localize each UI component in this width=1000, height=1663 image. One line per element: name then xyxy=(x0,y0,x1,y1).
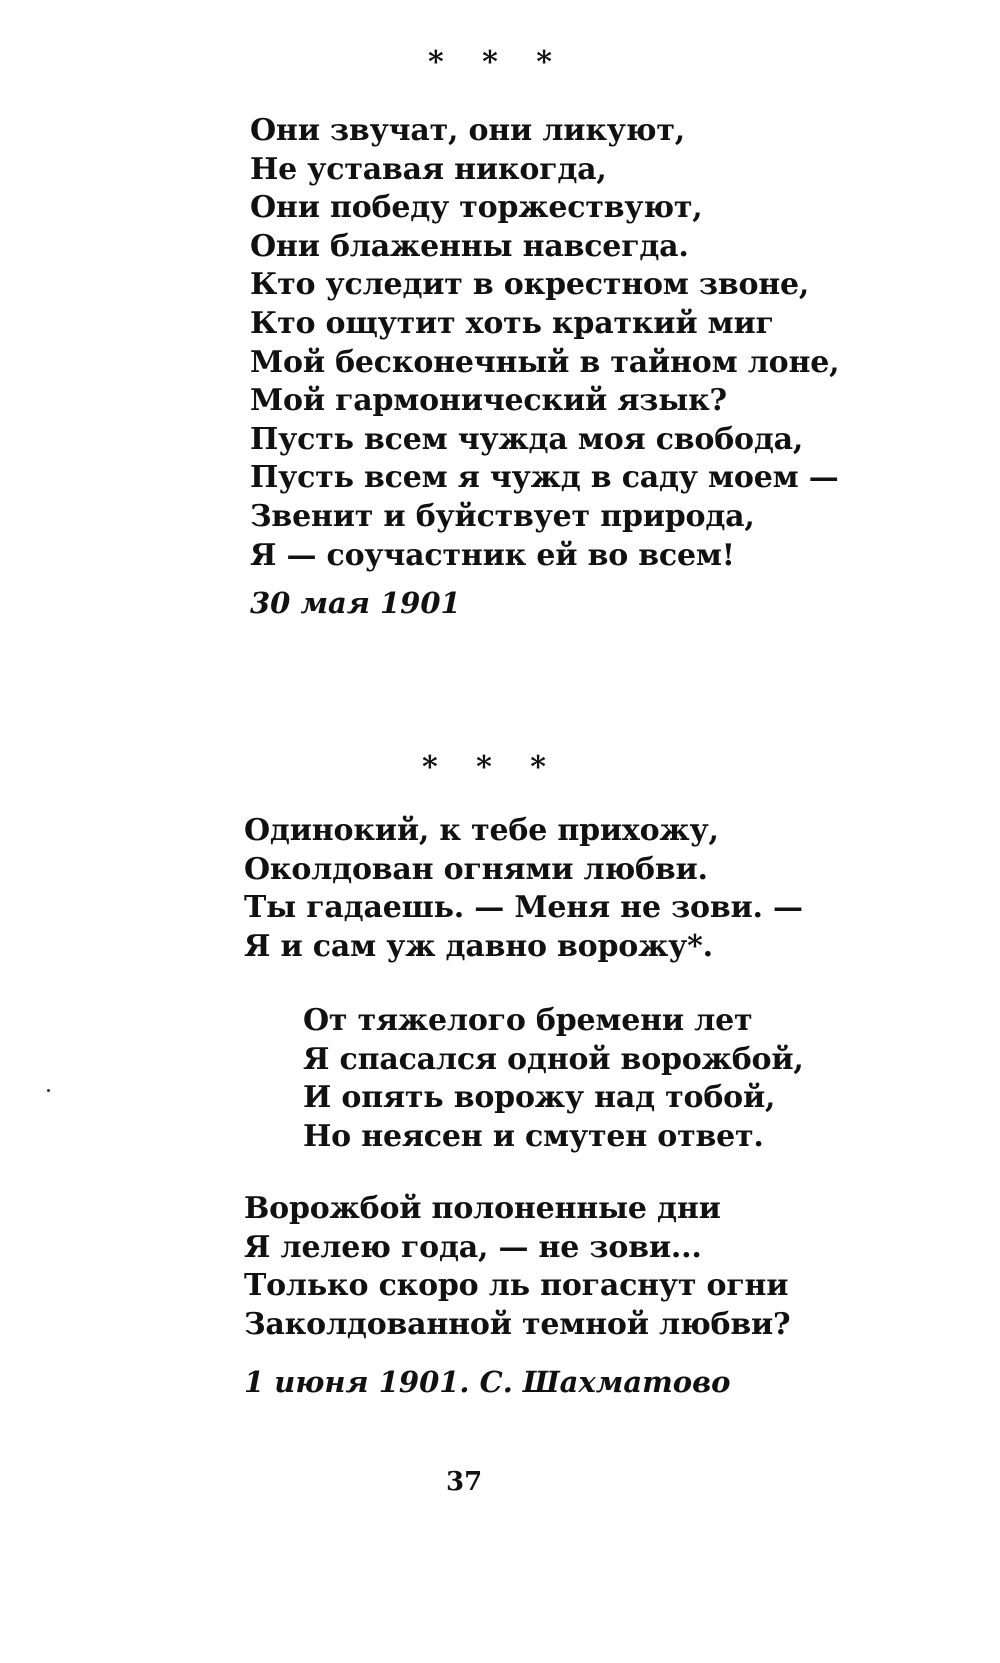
poem-line: Я лелею года, — не зови... xyxy=(244,1229,702,1265)
page-number: 37 xyxy=(446,1467,483,1497)
poem-line: Но неясен и смутен ответ. xyxy=(303,1118,764,1154)
poem-line: Только скоро ль погаснут огни xyxy=(244,1268,789,1304)
poem2-date: 1 июня 1901. С. Шахматово xyxy=(244,1365,731,1399)
poem-line: Кто уследит в окрестном звоне, xyxy=(250,267,810,303)
poem-line: Они звучат, они ликуют, xyxy=(250,113,685,148)
poem-line: Мой бесконечный в тайном лоне, xyxy=(250,344,840,380)
poem-line: Они победу торжествуют, xyxy=(250,190,703,226)
poem2-separator: * * * xyxy=(422,750,560,785)
poem-line: Пусть всем чужда моя свобода, xyxy=(250,421,804,457)
poem-line: И опять ворожу над тобой, xyxy=(303,1080,776,1116)
poem2-stanza-3 xyxy=(244,1190,790,1344)
poem-line: Кто ощутит хоть краткий миг xyxy=(250,305,774,341)
poem-line: Ты гадаешь. — Меня не зови. — xyxy=(244,890,803,926)
scan-speck xyxy=(47,1089,50,1092)
poem-line: Звенит и буйствует природа, xyxy=(250,498,755,534)
poem-line: Заколдованной темной любви? xyxy=(244,1306,791,1342)
poem-line: От тяжелого бремени лет xyxy=(303,1003,753,1038)
poem-line: Ворожбой полоненные дни xyxy=(244,1191,721,1226)
poem-line: Я и сам уж давно ворожу*. xyxy=(244,928,713,964)
poem2-stanza-2 xyxy=(303,1002,804,1156)
poem-line: Не уставая никогда, xyxy=(250,151,607,187)
poem-line: Мой гармонический язык? xyxy=(250,383,727,419)
poem-line: Околдован огнями любви. xyxy=(244,851,708,887)
poem-line: Пусть всем я чужд в саду моем — xyxy=(250,460,839,496)
poem1-date: 30 мая 1901 xyxy=(250,586,461,620)
poem-line: Одинокий, к тебе прихожу, xyxy=(244,813,719,848)
poem-line: Я спасался одной ворожбой, xyxy=(303,1041,804,1077)
poem-line: Они блаженны навсегда. xyxy=(250,228,689,264)
poem1-separator: * * * xyxy=(428,45,566,80)
poem1-stanza xyxy=(250,112,839,575)
poem-line: Я — соучастник ей во всем! xyxy=(250,537,735,573)
poem2-stanza-1 xyxy=(244,812,803,966)
